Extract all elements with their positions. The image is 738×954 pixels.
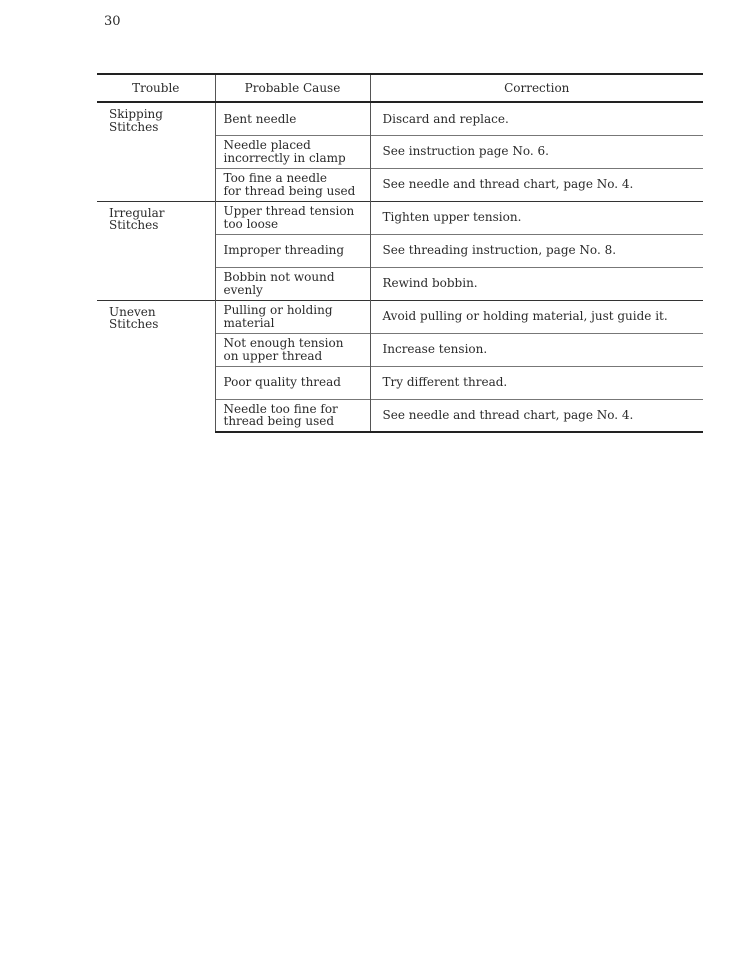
cause-text: evenly (223, 282, 263, 297)
correction-cell: Discard and replace. (370, 102, 703, 135)
cause-cell (215, 399, 370, 432)
trouble-text: Irregular (109, 205, 165, 220)
cause-text: Poor quality thread (223, 375, 341, 390)
header-probable-cause: Probable Cause (215, 74, 370, 102)
trouble-text: Uneven (109, 304, 156, 319)
cause-text: Pulling or holding (223, 303, 333, 317)
cause-text: thread being used (223, 414, 335, 429)
cause-cell (215, 333, 370, 366)
trouble-cell (97, 201, 215, 300)
cause-text: Improper threading (223, 243, 345, 258)
cause-cell (215, 135, 370, 168)
table-row (97, 102, 703, 135)
correction-cell: See needle and thread chart, page No. 4. (370, 168, 703, 201)
cause-text: Upper thread tension (223, 204, 355, 218)
trouble-cell (97, 102, 215, 201)
cause-cell (215, 267, 370, 300)
table-row (97, 201, 703, 234)
cause-text: Too fine a needle (223, 171, 328, 185)
cause-text: on upper thread (223, 348, 323, 363)
cause-cell (215, 234, 370, 267)
troubleshooting-table-container (97, 73, 703, 433)
correction-cell: See needle and thread chart, page No. 4. (370, 399, 703, 432)
cause-cell (215, 366, 370, 399)
cause-text: material (223, 315, 275, 330)
correction-cell: Tighten upper tension. (370, 201, 703, 234)
trouble-cell (97, 300, 215, 432)
cause-text: incorrectly in clamp (223, 150, 346, 165)
cause-text: Not enough tension (223, 336, 344, 350)
cause-cell (215, 168, 370, 201)
correction-cell: Rewind bobbin. (370, 267, 703, 300)
correction-cell: See instruction page No. 6. (370, 135, 703, 168)
header-trouble: Trouble (132, 80, 180, 95)
trouble-text: Stitches (109, 218, 159, 232)
trouble-text: Skipping (109, 107, 163, 121)
header-correction: Correction (504, 80, 570, 95)
cause-text: too loose (223, 216, 279, 231)
cause-text: Needle placed (223, 138, 311, 152)
cause-text: for thread being used (223, 183, 356, 198)
trouble-text: Stitches (109, 317, 159, 331)
correction-cell: Try different thread. (370, 366, 703, 399)
troubleshooting-table (97, 73, 703, 433)
trouble-text: Stitches (109, 119, 159, 134)
cause-cell (215, 102, 370, 135)
cause-text: Bent needle (223, 111, 297, 126)
correction-cell: Avoid pulling or holding material, just guide it. (370, 300, 703, 333)
table-row (97, 300, 703, 333)
cause-text: Needle too fine for (223, 401, 338, 416)
cause-cell (215, 201, 370, 234)
cause-text: Bobbin not wound (223, 270, 335, 284)
correction-cell: See threading instruction, page No. 8. (370, 234, 703, 267)
page-number: 30 (104, 14, 121, 29)
correction-cell: Increase tension. (370, 333, 703, 366)
cause-cell (215, 300, 370, 333)
table-header-row (97, 74, 703, 102)
